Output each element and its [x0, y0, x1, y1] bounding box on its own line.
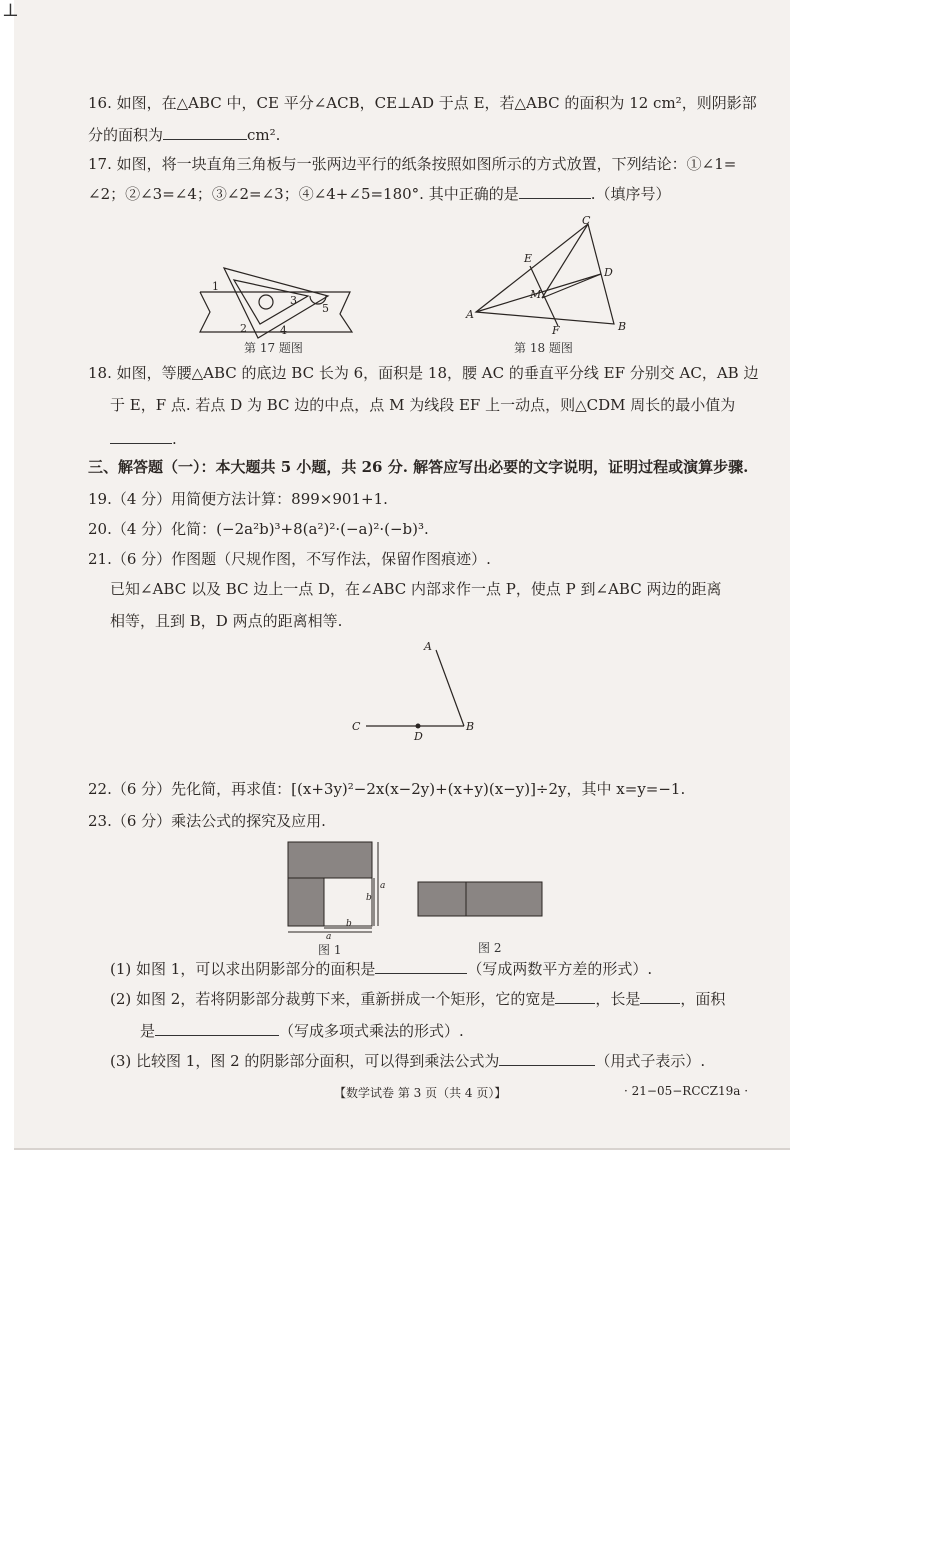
line-cm	[542, 224, 588, 298]
fig2-rectangle	[418, 882, 542, 916]
corner-mark: ⊥	[2, 0, 19, 21]
fig21-label-c: C	[352, 720, 361, 733]
q16-answer-blank[interactable]	[163, 125, 247, 140]
q16-text-post: cm².	[247, 126, 281, 144]
q23-sub3-post: （用式子表示）.	[595, 1052, 706, 1070]
page-footer: 【数学试卷 第 3 页（共 4 页）】	[334, 1086, 507, 1100]
fig21-label-d: D	[414, 730, 423, 742]
q16-line1: 16. 如图，在△ABC 中，CE 平分∠ACB，CE⊥AD 于点 E，若△ABC 的面积为 12 cm²，则阴影部	[88, 94, 757, 112]
page-edge	[14, 1148, 790, 1150]
q23-sub2-length-blank[interactable]	[640, 989, 680, 1004]
point-d	[416, 724, 421, 729]
q17-answer-blank[interactable]	[519, 184, 591, 199]
q18-text-post: .	[172, 430, 177, 448]
q23-sub3	[110, 1050, 705, 1072]
paper-strip	[200, 292, 352, 332]
q23-sub1	[110, 958, 652, 980]
q17-text-post: .（填序号）	[590, 185, 671, 203]
exam-code: · 21−05−RCCZ19a ·	[624, 1084, 749, 1098]
q21-line1: 21.（6 分）作图题（尺规作图，不写作法，保留作图痕迹）.	[88, 550, 491, 568]
q17-line1: 17. 如图，将一块直角三角板与一张两边平行的纸条按照如图所示的方式放置，下列结论：①∠1=	[88, 155, 737, 173]
q23-sub3-blank[interactable]	[499, 1051, 595, 1066]
q17-line2	[88, 183, 671, 205]
q23-sub2-width-blank[interactable]	[555, 989, 595, 1004]
fig18-label-b: B	[618, 320, 627, 333]
q23-sub2	[110, 988, 725, 1010]
q22: 22.（6 分）先化简，再求值：[(x+3y)²−2x(x−2y)+(x+y)(x−y)]÷2y，其中 x=y=−1.	[88, 780, 686, 798]
line-md	[542, 274, 601, 298]
fig17-label-5: 5	[322, 302, 329, 315]
q16-line2	[88, 124, 280, 146]
figure-17	[190, 262, 360, 340]
q23-line1: 23.（6 分）乘法公式的探究及应用.	[88, 812, 326, 830]
triangle-abc	[476, 224, 614, 324]
fig18-label-c: C	[582, 214, 591, 227]
q17-text-pre: ∠2；②∠3=∠4；③∠2=∠3；④∠4+∠5=180°. 其中正确的是	[88, 185, 519, 203]
section-3-heading: 三、解答题（一）：本大题共 5 小题，共 26 分. 解答应写出必要的文字说明，证明过程或演算步骤.	[88, 458, 749, 476]
fig18-label-m: M	[530, 288, 542, 301]
q23-sub2-mid: ，长是	[595, 990, 641, 1008]
q18-line2: 于 E，F 点. 若点 D 为 BC 边的中点，点 M 为线段 EF 上一动点，则△CDM 周长的最小值为	[110, 396, 736, 414]
q21-line2: 已知∠ABC 以及 BC 边上一点 D，在∠ABC 内部求作一点 P，使点 P 到∠ABC 两边的距离	[110, 580, 722, 598]
q23-sub2-post: ，面积	[680, 990, 726, 1008]
fig17-label-2: 2	[240, 322, 247, 335]
fig1-caption: 图 1	[318, 943, 342, 957]
fig1-label-b-side: b	[366, 893, 372, 903]
q23-figure-2	[416, 880, 546, 920]
fig18-label-e: E	[524, 252, 533, 265]
fig21-label-a: A	[424, 640, 432, 653]
q23-sub2b-post: （写成多项式乘法的形式）.	[279, 1022, 464, 1040]
q18-answer-blank[interactable]	[110, 429, 172, 444]
q23-sub2b-pre: 是	[140, 1022, 156, 1040]
q16-text-pre: 分的面积为	[88, 126, 164, 144]
fig1-label-a-side: a	[380, 881, 386, 891]
q23-figure-1	[280, 838, 390, 942]
fig18-caption: 第 18 题图	[514, 341, 573, 355]
ray-ba	[436, 650, 464, 726]
q23-sub1-post: （写成两数平方差的形式）.	[467, 960, 653, 978]
fig18-label-d: D	[604, 266, 613, 279]
q21-line3: 相等，且到 B，D 两点的距离相等.	[110, 612, 343, 630]
q23-sub2-area-blank[interactable]	[155, 1021, 279, 1036]
q23-sub1-pre: (1) 如图 1，可以求出阴影部分的面积是	[110, 960, 376, 978]
set-square-hole	[259, 295, 273, 309]
fig17-label-3: 3	[290, 294, 297, 307]
q23-sub3-pre: (3) 比较图 1，图 2 的阴影部分面积，可以得到乘法公式为	[110, 1052, 500, 1070]
figure-21	[346, 638, 486, 742]
q19: 19.（4 分）用简便方法计算：899×901+1.	[88, 490, 388, 508]
q23-sub1-blank[interactable]	[375, 959, 467, 974]
q20: 20.（4 分）化简：(−2a²b)³+8(a²)²·(−a)²·(−b)³.	[88, 520, 429, 538]
fig17-label-4: 4	[280, 324, 287, 337]
fig18-label-f: F	[552, 324, 560, 336]
fig21-label-b: B	[466, 720, 475, 733]
fig17-label-1: 1	[212, 280, 219, 293]
q18-line1: 18. 如图，等腰△ABC 的底边 BC 长为 6，面积是 18，腰 AC 的垂直平分线 EF 分别交 AC，AB 边	[88, 364, 759, 382]
fig18-label-a: A	[466, 308, 474, 321]
fig1-label-b-bottom: b	[346, 919, 352, 929]
figure-18	[462, 214, 632, 336]
fig17-caption: 第 17 题图	[244, 341, 303, 355]
q18-line3	[110, 428, 177, 450]
fig1-label-a-bottom: a	[326, 932, 332, 942]
q23-sub2b	[140, 1020, 464, 1042]
fig2-caption: 图 2	[478, 941, 502, 955]
q23-sub2-pre: (2) 如图 2，若将阴影部分裁剪下来，重新拼成一个矩形，它的宽是	[110, 990, 556, 1008]
